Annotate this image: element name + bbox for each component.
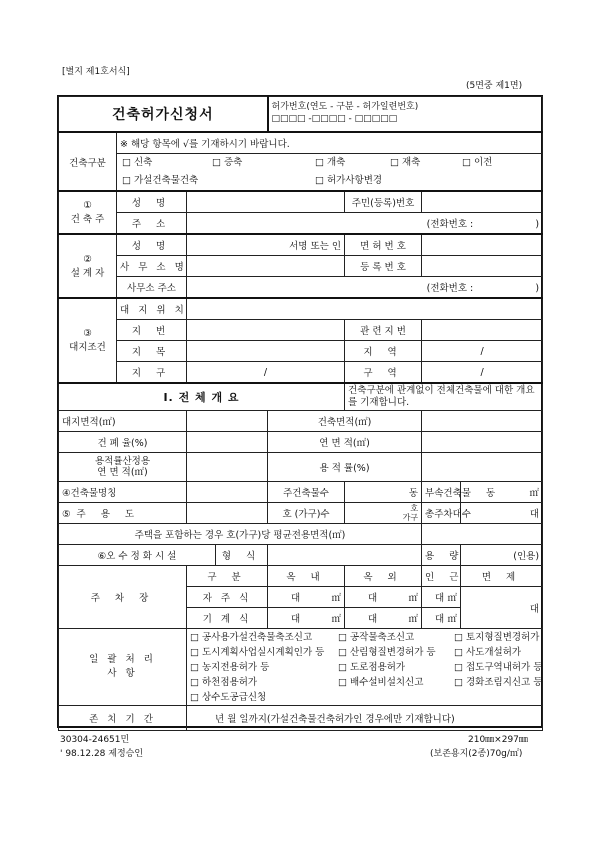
parking-indoor-label: 옥 내 bbox=[268, 566, 345, 587]
paper-type: (보존용지(2종)70g/㎡) bbox=[430, 749, 523, 759]
site-zone-field[interactable]: / bbox=[422, 362, 543, 384]
permit-number-boxes[interactable]: □□□□ -□□□□ - □□□□□ bbox=[271, 114, 398, 124]
site-related-lot-label: 관 련 지 번 bbox=[345, 320, 422, 341]
main-building-count-field[interactable]: 동 bbox=[345, 482, 422, 503]
period-label: 존 치 기 간 bbox=[59, 706, 187, 731]
total-parking-field[interactable]: 대 bbox=[461, 503, 543, 524]
owner-resident-field[interactable] bbox=[422, 191, 543, 213]
site-lot-field[interactable] bbox=[187, 320, 345, 341]
form-number: [별지 제1호서식] bbox=[62, 67, 130, 77]
permit-label: 허가번호(연도 - 구분 - 허가일련번호) bbox=[271, 102, 419, 112]
designer-name-field[interactable] bbox=[187, 234, 345, 256]
site-zone-label: 구 역 bbox=[345, 362, 422, 384]
batch-item[interactable]: □ 농지전용허가 등 bbox=[190, 661, 270, 673]
parking-self-label: 자 주 식 bbox=[187, 587, 268, 608]
period-field[interactable]: 년 월 일까지(가설건축물건축허가인 경우에만 기재합니다) bbox=[187, 706, 543, 731]
parking-self-indoor[interactable]: 대 ㎡ bbox=[268, 587, 345, 608]
option-extension[interactable]: □ 증축 bbox=[212, 157, 243, 168]
owner-name-field[interactable] bbox=[187, 191, 345, 213]
batch-item[interactable]: □ 산림형질변경허가 등 bbox=[338, 646, 436, 658]
sewage-capacity-field[interactable]: (인용) bbox=[461, 545, 543, 566]
designer-office-name-label: 사 무 소 명 bbox=[117, 256, 187, 277]
designer-license-label: 면 허 번 호 bbox=[345, 234, 422, 256]
main-building-count-label: 주건축물수 bbox=[268, 482, 345, 503]
designer-label: ② 설 계 자 bbox=[59, 234, 117, 298]
batch-item[interactable]: □ 배수설비설치신고 bbox=[338, 676, 424, 688]
permit-cell bbox=[268, 97, 543, 133]
parking-mech-indoor[interactable]: 대 ㎡ bbox=[268, 608, 345, 629]
coverage-label: 건 폐 율(%) bbox=[59, 432, 187, 453]
avg-unit-area-label: 주택을 포함하는 경우 호(가구)당 평균전용면적(㎡) bbox=[59, 524, 422, 545]
owner-name-label: 성 명 bbox=[117, 191, 187, 213]
sewage-type-field[interactable] bbox=[268, 545, 422, 566]
coverage-field[interactable] bbox=[187, 432, 268, 453]
far-floor-area-label: 용적률산정용 연 면 적(㎡) bbox=[59, 453, 187, 482]
application-form bbox=[58, 96, 543, 731]
site-district-label: 지 구 bbox=[117, 362, 187, 384]
overview-note: 건축구분에 관계없이 전체건축물에 대한 개요 를 기재합니다. bbox=[345, 383, 543, 411]
parking-exempt-label: 면 제 bbox=[461, 566, 543, 587]
designer-office-name-field[interactable] bbox=[187, 256, 345, 277]
site-lot-label: 지 번 bbox=[117, 320, 187, 341]
option-reconstruction[interactable]: □ 개축 bbox=[315, 157, 346, 168]
annex-building-field[interactable]: 동 ㎡ bbox=[461, 482, 543, 503]
site-area-sqm-field[interactable] bbox=[187, 411, 268, 432]
option-new-build[interactable]: □ 신축 bbox=[122, 157, 153, 168]
designer-office-address-field[interactable]: (전화번호 : ) bbox=[187, 277, 543, 299]
site-category-label: 지 목 bbox=[117, 341, 187, 362]
building-name-label: ④건축물명칭 bbox=[59, 482, 187, 503]
paper-size: 210㎜×297㎜ bbox=[468, 735, 528, 745]
designer-registration-field[interactable] bbox=[422, 256, 543, 277]
designer-sign-label: 서명 또는 인 bbox=[289, 241, 342, 252]
owner-address-field[interactable]: (전화번호 : ) bbox=[187, 213, 543, 235]
batch-item[interactable]: □ 상수도공급신청 bbox=[190, 691, 267, 703]
building-name-field[interactable] bbox=[187, 482, 268, 503]
designer-name-label: 성 명 bbox=[117, 234, 187, 256]
site-area-label: 지 역 bbox=[345, 341, 422, 362]
parking-outdoor-label: 옥 외 bbox=[345, 566, 422, 587]
building-area-field[interactable] bbox=[422, 411, 543, 432]
construction-type-label: 건축구분 bbox=[59, 132, 117, 191]
sewage-label: ⑥오 수 정 화 시 설 bbox=[59, 545, 216, 566]
batch-item[interactable]: □ 사도개설허가 bbox=[454, 646, 522, 658]
batch-label: 일 괄 처 리 사 항 bbox=[59, 629, 187, 706]
owner-label: ① 건 축 주 bbox=[59, 191, 117, 234]
main-use-label: ⑤주 용 도 bbox=[59, 503, 187, 524]
designer-phone-label: (전화번호 : bbox=[426, 283, 474, 294]
floor-area-field[interactable] bbox=[422, 432, 543, 453]
page-title: 건축허가신청서 bbox=[111, 107, 214, 123]
parking-nearby-label: 인 근 bbox=[422, 566, 461, 587]
form-code: 30304-24651민 bbox=[60, 735, 130, 745]
construction-type-instruction: ※ 해당 항목에 √를 기재하시기 바랍니다. bbox=[117, 132, 543, 154]
floor-area-label: 연 면 적(㎡) bbox=[268, 432, 422, 453]
option-relocation[interactable]: □ 이전 bbox=[462, 157, 493, 168]
batch-item[interactable]: □ 접도구역내허가 등 bbox=[454, 661, 543, 673]
avg-unit-area-field[interactable] bbox=[422, 524, 543, 545]
parking-division-label: 구 분 bbox=[187, 566, 268, 587]
total-parking-label: 총주차대수 bbox=[422, 503, 461, 524]
option-rebuild[interactable]: □ 재축 bbox=[390, 157, 421, 168]
batch-item[interactable]: □ 도로점용허가 bbox=[338, 661, 406, 673]
site-district-field[interactable]: / bbox=[187, 362, 345, 384]
site-label: ③ 대지조건 bbox=[59, 298, 117, 383]
owner-phone-label: (전화번호 : bbox=[426, 219, 474, 230]
building-area-label: 건축면적(㎡) bbox=[268, 411, 422, 432]
batch-item[interactable]: □ 공사용가설건축물축조신고 bbox=[190, 631, 313, 643]
parking-self-outdoor[interactable]: 대 ㎡ bbox=[345, 587, 422, 608]
batch-items bbox=[187, 629, 543, 706]
owner-address-label: 주 소 bbox=[117, 213, 187, 235]
batch-item[interactable]: □ 도시계획사업실시계획인가 등 bbox=[190, 646, 325, 658]
sewage-capacity-label: 용 량 bbox=[422, 545, 461, 566]
parking-exempt-field[interactable]: 대 bbox=[461, 587, 543, 629]
owner-resident-label: 주민(등록)번호 bbox=[345, 191, 422, 213]
option-temporary-building[interactable]: □ 가설건축물건축 bbox=[122, 175, 199, 186]
sewage-type-label: 형 식 bbox=[216, 545, 268, 566]
parking-mech-label: 기 계 식 bbox=[187, 608, 268, 629]
designer-office-address-label: 사무소 주소 bbox=[117, 277, 187, 299]
parking-label: 주 차 장 bbox=[59, 566, 187, 629]
batch-item[interactable]: □ 하천점용허가 bbox=[190, 676, 258, 688]
annex-building-label: 부속건축물 bbox=[422, 482, 461, 503]
page-info: (5면중 제1면) bbox=[466, 81, 523, 91]
parking-mech-nearby[interactable]: 대 ㎡ bbox=[422, 608, 461, 629]
households-field[interactable]: 호 가구 bbox=[345, 503, 422, 524]
title-cell bbox=[59, 97, 268, 133]
construction-type-options bbox=[117, 154, 543, 192]
designer-registration-label: 등 록 번 호 bbox=[345, 256, 422, 277]
site-category-field[interactable] bbox=[187, 341, 345, 362]
far-label: 용 적 률(%) bbox=[268, 453, 422, 482]
batch-item[interactable]: □ 토지형질변경허가 bbox=[454, 631, 540, 643]
parking-self-nearby[interactable]: 대 ㎡ bbox=[422, 587, 461, 608]
households-label: 호 (가구)수 bbox=[268, 503, 345, 524]
far-floor-area-field[interactable] bbox=[187, 453, 268, 482]
designer-license-field[interactable] bbox=[422, 234, 543, 256]
batch-item[interactable]: □ 공작물축조신고 bbox=[338, 631, 415, 643]
site-related-lot-field[interactable] bbox=[422, 320, 543, 341]
overview-heading: Ⅰ. 전 체 개 요 bbox=[59, 383, 345, 411]
site-area-sqm-label: 대지면적(㎡) bbox=[59, 411, 187, 432]
main-use-field[interactable] bbox=[187, 503, 268, 524]
parking-mech-outdoor[interactable]: 대 ㎡ bbox=[345, 608, 422, 629]
site-location-field[interactable] bbox=[187, 298, 543, 320]
site-area-field[interactable]: / bbox=[422, 341, 543, 362]
option-permit-change[interactable]: □ 허가사항변경 bbox=[315, 175, 383, 186]
batch-item[interactable]: □ 경화조림지신고 등 bbox=[454, 676, 543, 688]
site-location-label: 대 지 위 치 bbox=[117, 298, 187, 320]
far-field[interactable] bbox=[422, 453, 543, 482]
approval-date: ' 98.12.28 제정승인 bbox=[60, 749, 144, 759]
